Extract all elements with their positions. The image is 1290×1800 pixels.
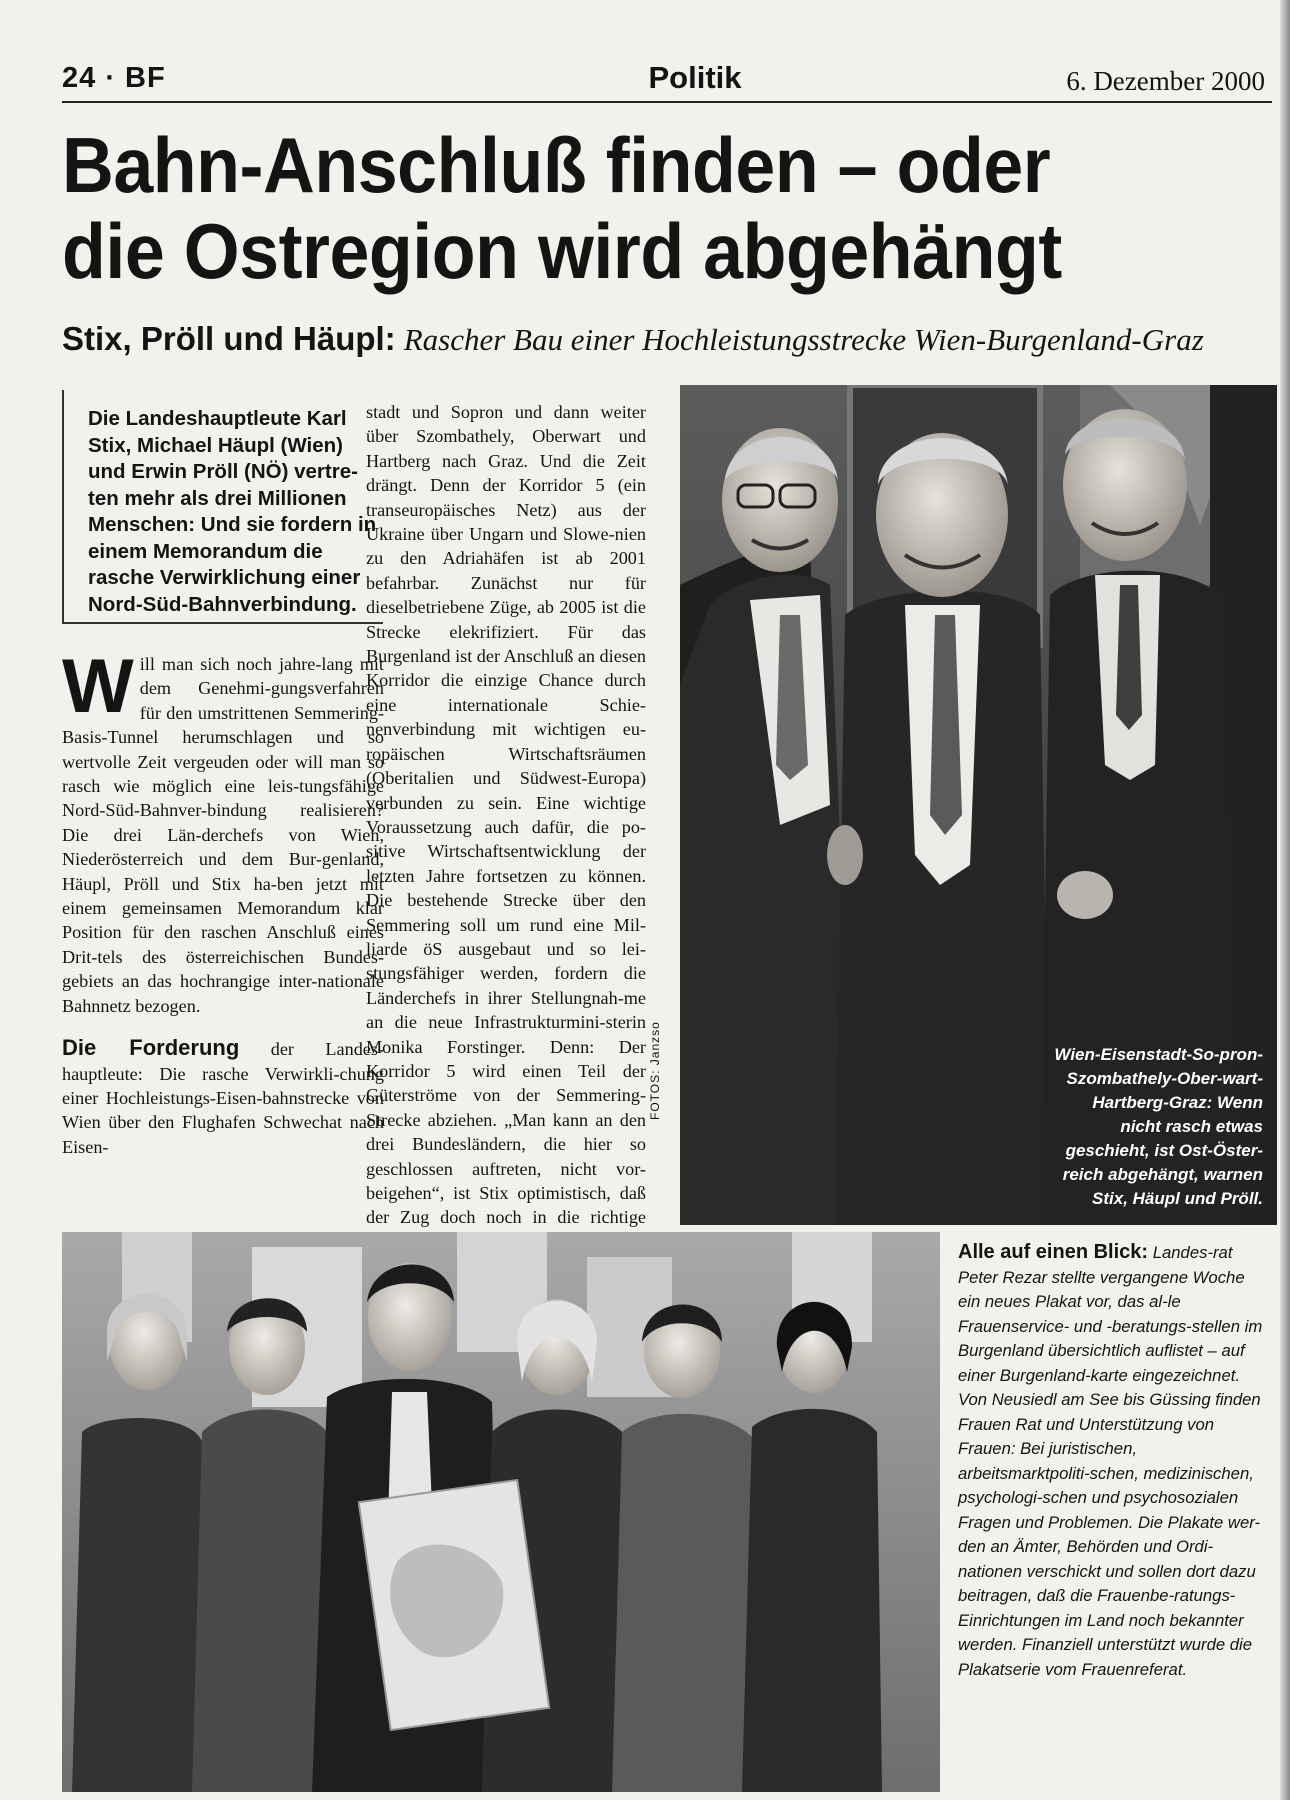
photo-group-poster (62, 1232, 940, 1792)
page-folio: 24 · BF (62, 62, 166, 94)
article-column-2: stadt und Sopron und dann weiter über Szombathely, Oberwart und Hartberg nach Graz. Und die Zeit drängt. Denn der Korridor 5 (ein transeuropäisches Netz) aus der Ukraine über Ungarn und Slowe-nien zu den Adriahäfen ist ab 2001 befahrbar. Zunächst nur für dieselbetriebene Züge, ab 2005 ist die Strecke elekrifiziert. Für das Burgenland ist der Anschluß an diesen Korridor die einzige Chance durch eine internationale Schie-nenverbindung mit wichtigen eu-ropäischen Wirtschaftsräumen (Oberitalien und Südwest-Europa) verbunden zu sein. Eine wichtige Voraussetzung auch dafür, die po-sitive Wirtschaftsentwicklung der letzten Jahre fortsetzen zu können. Die bestehende Strecke über den Semmering soll um rund eine Mil-liarde öS ausgebaut und so lei-stungsfähiger werden, fordern die Länderchefs in ihrer Stellungnah-me an die neue Infrastrukturmini-sterin Monika Forstinger. Denn: Der Korridor 5 wird einen Teil der Güterströme von der Semmering-Strecke abziehen. „Man kann an den drei Bundesländern, die hier so geschlossen auftreten, nicht vor-beigehen“, ist Stix optimistisch, daß der Zug doch noch in die richtige (366, 402, 647, 1228)
sidebar-text: Landes-rat Peter Rezar stellte vergangene Woche ein neues Plakat vor, das al-le Frauenservice- und -beratungs-stellen im Burgenland übersichtlich auflistet – auf einer Burgenland-karte eingezeichnet. Von Neusiedl am See bis Güssing finden Frauen Rat und Unterstützung von Frauen: Bei juristischen, arbeitsmarktpoliti-schen, medizinischen, psychologi-schen und psychosozialen Fragen und Problemen. Die Plakate wer-den an Ämter, Behörden und Ordi-nationen verschickt und sollen dort dazu beitragen, daß die Frauenbe-ratungs-Einrichtungen im Land noch bekannter werden. Finanziell unterstützt wurde die Plakatserie vom Frauenreferat. (958, 1243, 1263, 1679)
article-paragraph-1-text: ill man sich noch jahre-lang mit dem Genehmi-gungsverfahren für den umstrittenen Semmering-Basis-Tunnel herumschlagen und so wertvolle Zeit vergeuden oder will man so rasch wie möglich eine leis-tungsfähige Nord-Süd-Bahnver-bindung realisieren? Die drei Län-derchefs von Wien, Niederösterreich und dem Bur-genland, Häupl, Pröll und Stix ha-ben jetzt mit einem gemeinsamen Memorandum klar Position für den raschen Anschluß eines Drit-tels des österreichischen Bundes-gebiets an das hochrangige inter-nationale Bahnnetz bezogen. (62, 654, 384, 1016)
lead-box (62, 390, 383, 624)
run-in-heading: Die Forderung (62, 1035, 240, 1061)
headline-line-1: Bahn-Anschluß finden – oder (62, 121, 1051, 209)
article-column-1 (62, 644, 384, 1159)
photo-credit: FOTOS: Janzso (648, 1021, 662, 1120)
photo-group-illustration (62, 1232, 940, 1792)
header-rule (62, 101, 1272, 103)
headline (62, 122, 1175, 294)
section-title: Politik (648, 60, 742, 95)
article-paragraph-2-text: der Landes-hauptleute: Die rasche Verwirkli-chung einer Hochleistungs-Eisen-bahnstrecke von Wien über den Flughafen Schwechat nach Eisen- (62, 1039, 384, 1157)
subheadline (62, 320, 1282, 358)
sidebar-kicker: Alle auf einen Blick: (958, 1241, 1149, 1263)
photo-politicians (680, 385, 1277, 1225)
subheadline-topic: Rascher Bau einer Hochleistungsstrecke Wien-Burgenland-Graz (403, 322, 1204, 357)
drop-cap: W (62, 644, 134, 729)
subheadline-names: Stix, Pröll und Häupl: (62, 320, 396, 357)
article-paragraph-2 (62, 1036, 384, 1159)
headline-line-2: die Ostregion wird abgehängt (62, 207, 1062, 295)
issue-date: 6. Dezember 2000 (1066, 66, 1265, 96)
photo-politicians-caption: Wien-Eisenstadt-So-pron-Szombathely-Ober-wart-Hartberg-Graz: Wenn nicht rasch etwas geschieht, ist Ost-Öster-reich abgehängt, warnen Stix, Häupl und Pröll. (1054, 1045, 1263, 1208)
lead-text: Die Landeshauptleute Karl Stix, Michael Häupl (Wien) und Erwin Pröll (NÖ) vertre-ten mehr als drei Millionen Menschen: Und sie fordern in einem Memorandum die rasche Verwirklichung einer Nord-Süd-Bahnverbindung. (88, 407, 377, 616)
article-paragraph-1 (62, 644, 384, 1018)
page-gutter-shadow (1280, 0, 1290, 1800)
sidebar-caption (958, 1240, 1263, 1682)
